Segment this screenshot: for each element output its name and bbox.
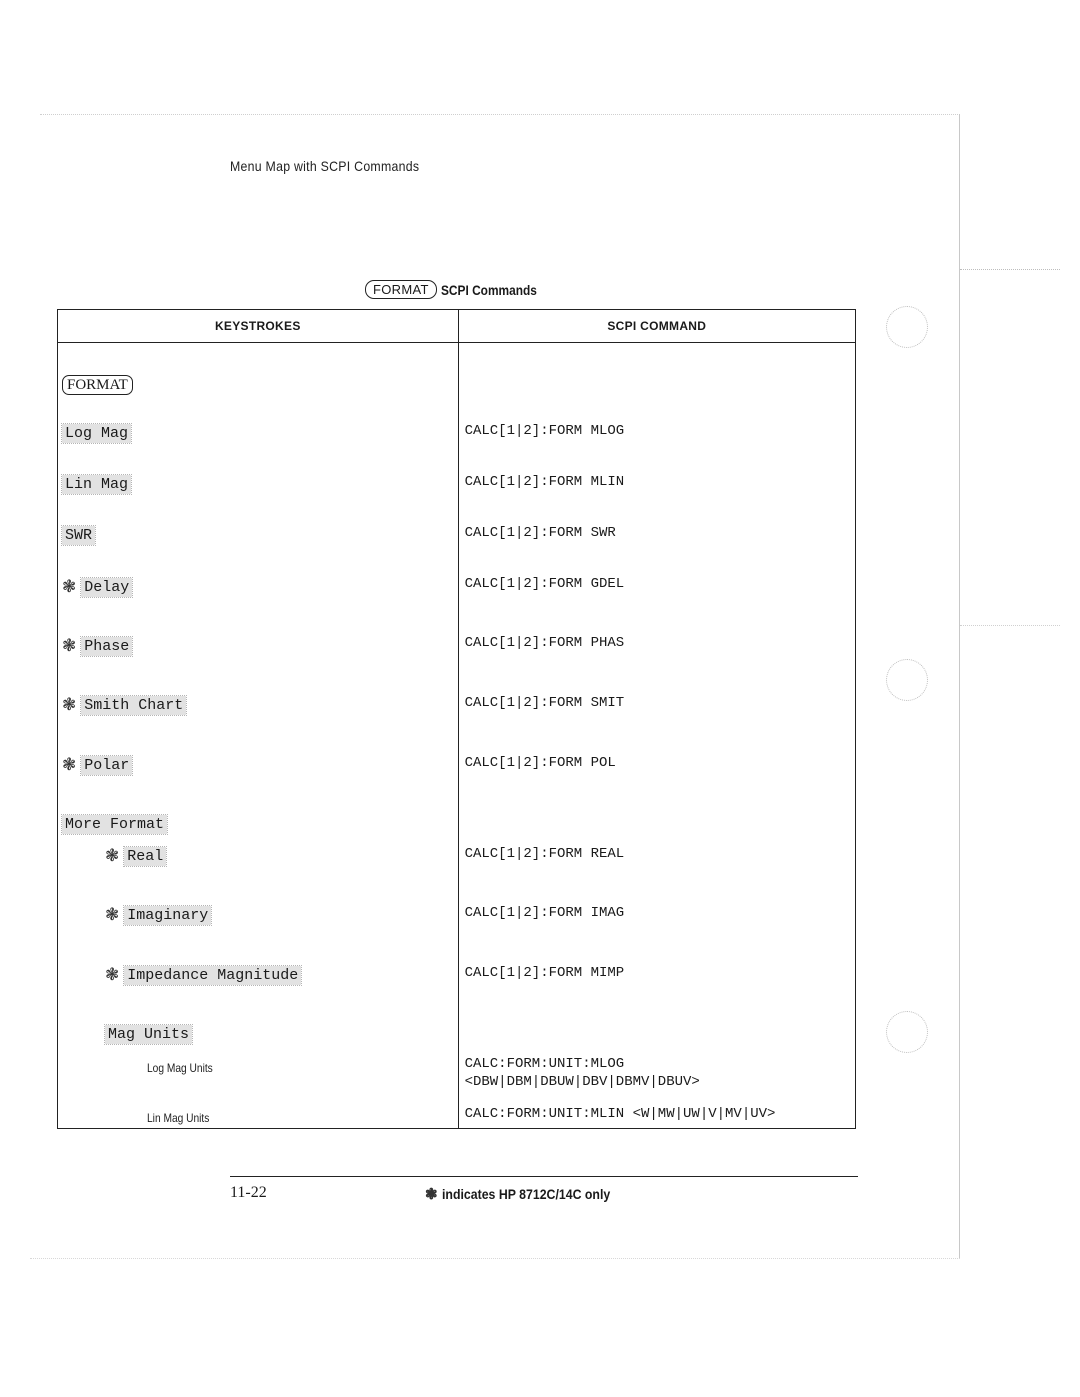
lin-mag-units-label: Lin Mag Units [147,1111,210,1125]
hp-8712c-14c-only-icon: ❃ [105,846,120,865]
softkey-impedance-magnitude: Impedance Magnitude [124,966,301,985]
table-caption [365,280,554,299]
keystrokes-header: KEYSTROKES [58,310,459,343]
hp-8712c-14c-only-icon: ❃ [62,695,77,714]
command-log-mag-units: CALC:FORM:UNIT:MLOG [464,1056,625,1072]
list-item [105,905,211,925]
list-item [62,695,186,715]
binder-hole [886,1011,928,1053]
scan-edge-right [959,114,960,1258]
list-item [62,526,95,545]
hp-8712c-14c-only-icon: ❃ [62,755,77,774]
list-item [62,424,131,443]
list-item [147,1109,220,1127]
hp-8712c-14c-only-icon: ❃ [62,636,77,655]
format-key: FORMAT [62,375,133,395]
list-item [62,815,167,834]
scpi-command-table [57,309,856,1129]
list-item [62,375,133,395]
hp-8712c-14c-only-icon: ❃ [62,577,77,596]
command-lin-mag-units: CALC:FORM:UNIT:MLIN <W|MW|UW|V|MV|UV> [464,1106,776,1122]
binder-hole [886,306,928,348]
table-header-row [58,310,856,343]
softkey-real: Real [124,847,166,866]
scan-edge-bottom [30,1258,960,1259]
scan-mark [960,625,1060,626]
keystrokes-column [58,343,459,1129]
command-phase: CALC[1|2]:FORM PHAS [464,635,625,651]
scan-edge-top [40,114,960,115]
softkey-mag-units: Mag Units [105,1025,192,1044]
command-lin-mag: CALC[1|2]:FORM MLIN [464,474,625,490]
list-item [105,1025,192,1044]
command-real: CALC[1|2]:FORM REAL [464,846,625,862]
softkey-phase: Phase [81,637,132,656]
softkey-imaginary: Imaginary [124,906,211,925]
softkey-swr: SWR [62,526,95,545]
log-mag-units-label: Log Mag Units [147,1061,213,1075]
command-smith-chart: CALC[1|2]:FORM SMIT [464,695,625,711]
softkey-more-format: More Format [62,815,167,834]
list-item [62,636,132,656]
list-item [62,755,132,775]
list-item [105,846,166,866]
scan-mark [960,269,1060,270]
list-item [62,577,132,597]
hp-8712c-14c-only-icon: ❃ [105,965,120,984]
table-body-row [58,343,856,1129]
running-head: Menu Map with SCPI Commands [230,158,420,174]
command-log-mag-units-args: <DBW|DBM|DBUW|DBV|DBMV|DBUV> [464,1074,700,1090]
list-item [62,475,131,494]
command-log-mag: CALC[1|2]:FORM MLOG [464,423,625,439]
footer-rule [230,1176,858,1177]
command-delay: CALC[1|2]:FORM GDEL [464,576,625,592]
command-impedance-magnitude: CALC[1|2]:FORM MIMP [464,965,625,981]
scpi-command-column [458,343,855,1129]
footnote [425,1185,633,1203]
caption-title: SCPI Commands [440,281,537,298]
page-number: 11-22 [230,1184,267,1201]
softkey-log-mag: Log Mag [62,424,131,443]
hp-8712c-14c-only-icon: ❃ [105,905,120,924]
format-hardkey: FORMAT [365,280,437,299]
softkey-delay: Delay [81,578,132,597]
command-imaginary: CALC[1|2]:FORM IMAG [464,905,625,921]
footnote-text: indicates HP 8712C/14C only [441,1186,610,1202]
list-item [147,1059,224,1077]
hp-8712c-14c-only-icon: ❃ [425,1186,438,1203]
command-polar: CALC[1|2]:FORM POL [464,755,616,771]
softkey-smith-chart: Smith Chart [81,696,186,715]
scpi-command-header: SCPI COMMAND [458,310,855,343]
softkey-lin-mag: Lin Mag [62,475,131,494]
list-item [105,965,301,985]
binder-hole [886,659,928,701]
command-swr: CALC[1|2]:FORM SWR [464,525,616,541]
softkey-polar: Polar [81,756,132,775]
